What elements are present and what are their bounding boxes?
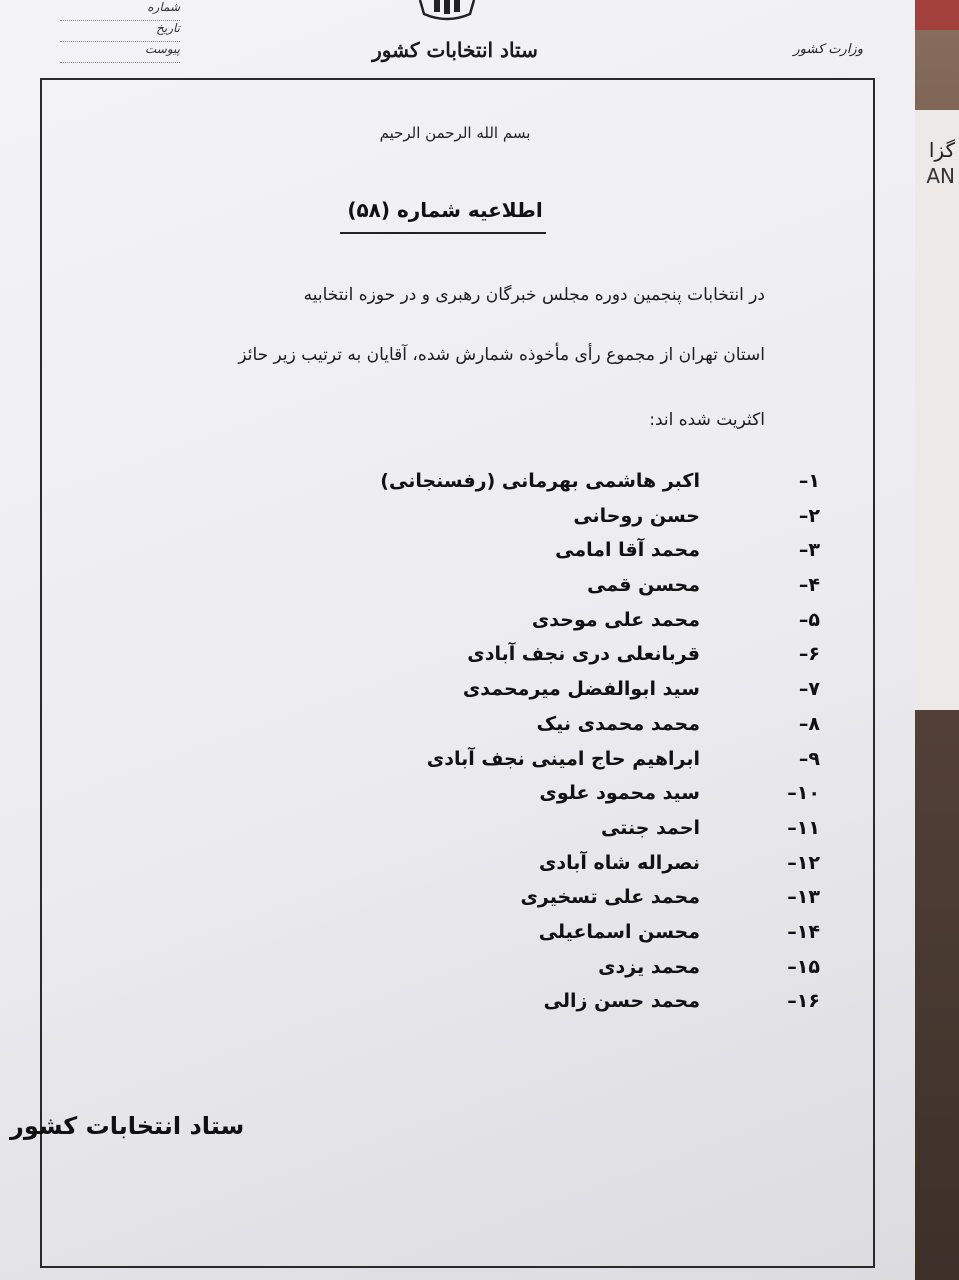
list-item	[360, 713, 820, 748]
list-item-number: ۴–	[798, 574, 820, 597]
list-item-number: ۱۶–	[787, 990, 820, 1013]
reference-number-field: شماره	[60, 0, 180, 21]
reference-fields	[60, 0, 180, 63]
list-item-number: ۱۰–	[787, 782, 820, 805]
basmala-heading: بسم الله الرحمن الرحیم	[379, 124, 531, 142]
list-item-number: ۱۲–	[787, 851, 820, 874]
paragraph-line: در انتخابات پنجمین دوره مجلس خبرگان رهبری و در حوزه انتخابیه	[303, 285, 765, 305]
list-item	[360, 886, 820, 921]
reference-date-field: تاریخ	[60, 21, 180, 42]
list-item-name: محمد یزدی	[598, 955, 700, 978]
list-item-name: احمد جنتی	[601, 816, 700, 839]
list-item	[360, 609, 820, 644]
list-item	[360, 748, 820, 783]
list-item-number: ۱۳–	[787, 886, 820, 909]
list-item-name: حسن روحانی	[573, 504, 700, 527]
list-item	[360, 574, 820, 609]
signature-org-name: ستاد انتخابات کشور	[10, 1112, 245, 1140]
list-item	[360, 643, 820, 678]
elected-members-list	[360, 470, 820, 1025]
list-item-number: ۷–	[798, 678, 820, 701]
list-item-number: ۱۴–	[787, 920, 820, 943]
list-item	[360, 678, 820, 713]
list-item-number: ۲–	[798, 504, 820, 527]
list-item	[360, 539, 820, 574]
list-item-name: محسن اسماعیلی	[538, 920, 700, 943]
list-item	[360, 921, 820, 956]
list-item-number: ۱۵–	[787, 955, 820, 978]
paragraph-line: اکثریت شده اند:	[649, 410, 765, 430]
list-item-number: ۱–	[798, 470, 820, 492]
list-item-number: ۵–	[798, 608, 820, 631]
list-item-name: نصراله شاه آبادی	[538, 851, 700, 874]
background-paper-text-latin: AN	[926, 164, 955, 188]
list-item-number: ۶–	[798, 643, 820, 666]
list-item-number: ۹–	[798, 747, 820, 770]
paragraph-line: استان تهران از مجموع رأی مأخوذه شمارش شده، آقایان به ترتیب زیر حائز	[238, 345, 765, 365]
list-item-name: اکبر هاشمی بهرمانی (رفسنجانی)	[380, 470, 700, 492]
reference-attachment-field: پیوست	[60, 42, 180, 63]
list-item	[360, 782, 820, 817]
list-item	[360, 956, 820, 991]
background-paper-text: گزا	[928, 138, 955, 162]
list-item-name: محمد آقا امامی	[555, 539, 700, 562]
list-item-number: ۳–	[798, 539, 820, 562]
announcement-title: اطلاعیه شماره (۵۸)	[347, 198, 543, 222]
list-item-name: سید محمود علوی	[539, 782, 700, 805]
list-item	[360, 470, 820, 505]
list-item-number: ۸–	[798, 712, 820, 735]
list-item-name: محسن قمی	[587, 574, 700, 597]
list-item-name: ابراهیم حاج امینی نجف آبادی	[426, 747, 700, 770]
list-item-name: محمد محمدی نیک	[536, 712, 700, 735]
letterhead-ministry: وزارت کشور	[793, 42, 863, 57]
ballot-box-icon	[412, 0, 482, 22]
list-item-name: محمد علی تسخیری	[520, 886, 700, 909]
list-item-name: قربانعلی دری نجف آبادی	[467, 643, 700, 666]
list-item-name: محمد حسن زالی	[543, 990, 700, 1013]
list-item	[360, 990, 820, 1025]
list-item	[360, 817, 820, 852]
list-item	[360, 852, 820, 887]
letterhead-org-name: ستاد انتخابات کشور	[372, 38, 538, 62]
list-item-name: سید ابوالفضل میرمحمدی	[462, 678, 700, 701]
list-item	[360, 505, 820, 540]
list-item-number: ۱۱–	[787, 816, 820, 839]
list-item-name: محمد علی موحدی	[531, 608, 700, 631]
title-underline	[340, 232, 546, 234]
